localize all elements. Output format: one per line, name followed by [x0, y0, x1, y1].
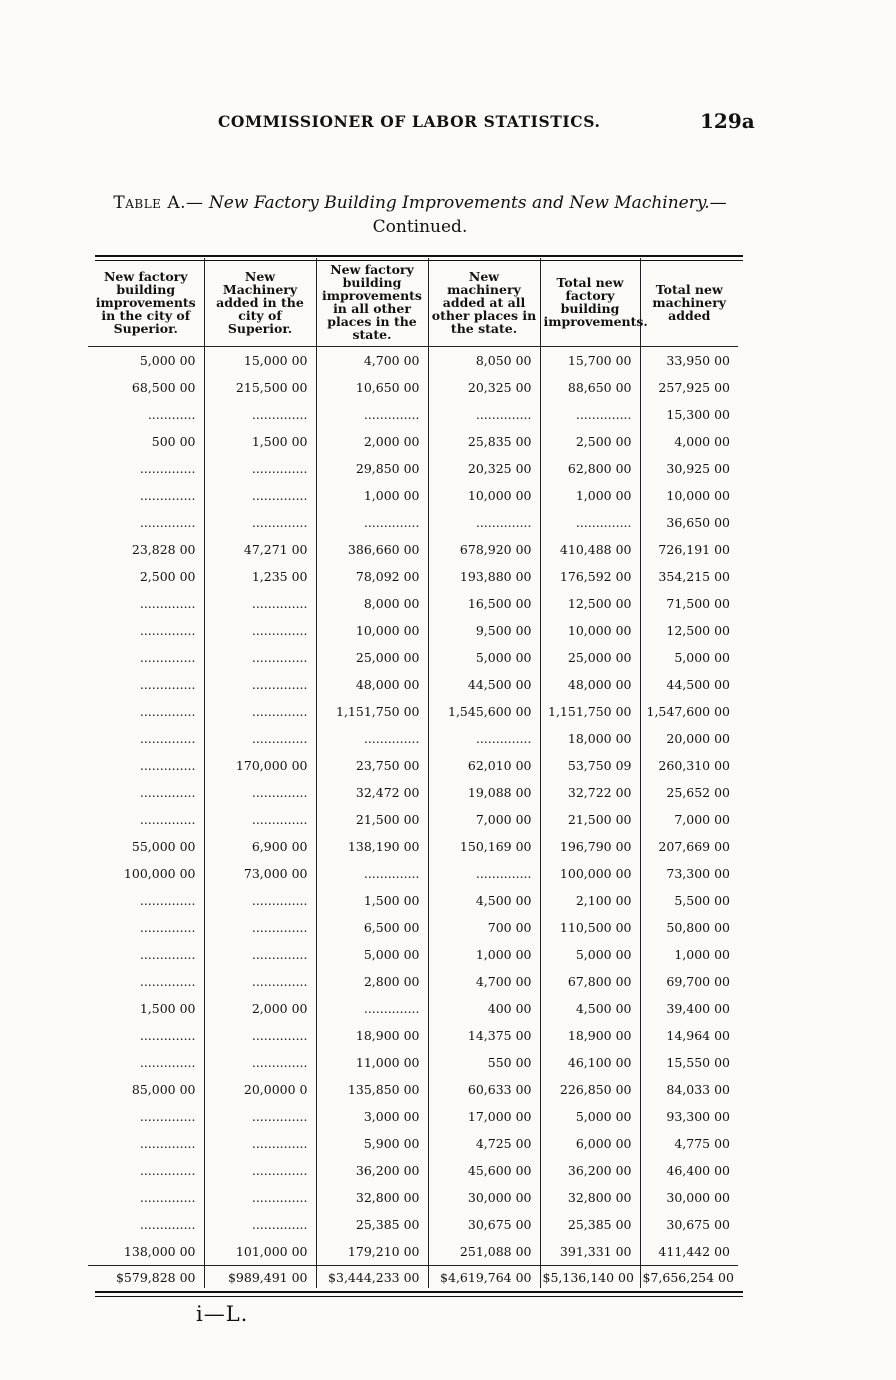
- table-cell: 226,850 00: [540, 1076, 640, 1103]
- signature-mark: i—L.: [196, 1302, 249, 1326]
- table-cell: 7,000 00: [640, 806, 738, 833]
- table-cell: 215,500 00: [204, 374, 316, 401]
- table-cell: 48,000 00: [540, 671, 640, 698]
- running-title: COMMISSIONER OF LABOR STATISTICS.: [218, 112, 601, 131]
- table-row: [88, 968, 738, 995]
- column-header: Total new factory building improvements.: [540, 258, 640, 347]
- table-cell: ..............: [139, 974, 196, 989]
- table-row: [88, 347, 738, 375]
- table-cell: ..............: [139, 488, 196, 503]
- table-cell: 15,550 00: [640, 1049, 738, 1076]
- table-cell: ..............: [204, 698, 316, 725]
- table-cell: 25,652 00: [640, 779, 738, 806]
- data-table: [88, 258, 738, 1288]
- table-cell: 4,500 00: [428, 887, 540, 914]
- table-row: [88, 1211, 738, 1238]
- table-cell: 69,700 00: [640, 968, 738, 995]
- table-cell: 12,500 00: [640, 617, 738, 644]
- table-cell: ..............: [204, 725, 316, 752]
- table-cell: 14,964 00: [640, 1022, 738, 1049]
- table-cell: ..............: [204, 1103, 316, 1130]
- table-cell: ..............: [428, 725, 540, 752]
- table-cell: ..............: [316, 509, 428, 536]
- table-cell: ..............: [204, 806, 316, 833]
- table-cell: 62,010 00: [428, 752, 540, 779]
- table-cell: 400 00: [428, 995, 540, 1022]
- table-row: [88, 1076, 738, 1103]
- table-cell: 32,472 00: [316, 779, 428, 806]
- table-row: [88, 752, 738, 779]
- table-cell: ..............: [204, 914, 316, 941]
- table-cell: ..............: [204, 617, 316, 644]
- table-row: [88, 644, 738, 671]
- table-caption: [90, 191, 750, 239]
- table-row: [88, 806, 738, 833]
- data-table-container: [88, 258, 738, 1288]
- table-cell: ..............: [204, 671, 316, 698]
- table-cell: 4,500 00: [540, 995, 640, 1022]
- table-cell: 46,100 00: [540, 1049, 640, 1076]
- table-row: [88, 698, 738, 725]
- table-cell: 85,000 00: [131, 1082, 196, 1097]
- table-cell: 16,500 00: [428, 590, 540, 617]
- table-row: [88, 428, 738, 455]
- table-cell: 550 00: [428, 1049, 540, 1076]
- table-row: [88, 887, 738, 914]
- table-cell: 10,000 00: [640, 482, 738, 509]
- table-cell: 17,000 00: [428, 1103, 540, 1130]
- table-cell: 11,000 00: [316, 1049, 428, 1076]
- table-cell: ..............: [204, 1022, 316, 1049]
- table-cell: ..............: [204, 455, 316, 482]
- table-row: [88, 401, 738, 428]
- column-header: New machinery added at all other places in the state.: [428, 258, 540, 347]
- table-cell: 386,660 00: [316, 536, 428, 563]
- table-cell: ..............: [428, 509, 540, 536]
- table-cell: ..............: [139, 650, 196, 665]
- table-cell: ..............: [139, 1055, 196, 1070]
- table-cell: ..............: [316, 860, 428, 887]
- table-cell: ..............: [139, 704, 196, 719]
- table-row: [88, 995, 738, 1022]
- table-cell: ..............: [204, 779, 316, 806]
- table-cell: 150,169 00: [428, 833, 540, 860]
- caption-line-1: [90, 191, 750, 215]
- table-cell: 73,300 00: [640, 860, 738, 887]
- table-cell: 196,790 00: [540, 833, 640, 860]
- table-cell: 5,000 00: [540, 1103, 640, 1130]
- table-cell: 71,500 00: [640, 590, 738, 617]
- table-row: [88, 1022, 738, 1049]
- bottom-rule-thin: [95, 1296, 743, 1297]
- table-row: [88, 455, 738, 482]
- table-row: [88, 860, 738, 887]
- table-cell: 4,775 00: [640, 1130, 738, 1157]
- table-cell: 5,900 00: [316, 1130, 428, 1157]
- column-header: Total new machinery added: [640, 258, 738, 347]
- table-cell: 36,200 00: [316, 1157, 428, 1184]
- table-cell: 1,000 00: [640, 941, 738, 968]
- table-cell: 53,750 09: [540, 752, 640, 779]
- table-cell: ..............: [139, 623, 196, 638]
- table-cell: 6,900 00: [204, 833, 316, 860]
- table-cell: 20,000 00: [640, 725, 738, 752]
- table-cell: 193,880 00: [428, 563, 540, 590]
- table-cell: 251,088 00: [428, 1238, 540, 1266]
- table-cell: 176,592 00: [540, 563, 640, 590]
- table-cell: 44,500 00: [640, 671, 738, 698]
- table-cell: 410,488 00: [540, 536, 640, 563]
- table-cell: ..............: [139, 785, 196, 800]
- table-cell: 5,000 00: [139, 353, 196, 368]
- table-cell: 1,000 00: [540, 482, 640, 509]
- table-cell: ..............: [139, 677, 196, 692]
- table-cell: 33,950 00: [640, 347, 738, 375]
- table-cell: ..............: [139, 758, 196, 773]
- table-cell: 5,000 00: [540, 941, 640, 968]
- table-cell: 700 00: [428, 914, 540, 941]
- table-cell: 20,325 00: [428, 374, 540, 401]
- table-cell: 23,750 00: [316, 752, 428, 779]
- table-cell: 1,547,600 00: [640, 698, 738, 725]
- table-cell: 1,500 00: [139, 1001, 196, 1016]
- table-cell: ..............: [204, 1049, 316, 1076]
- table-cell: 30,675 00: [640, 1211, 738, 1238]
- table-cell: ..............: [204, 1211, 316, 1238]
- table-cell: 411,442 00: [640, 1238, 738, 1266]
- table-cell: 170,000 00: [204, 752, 316, 779]
- table-row: [88, 1157, 738, 1184]
- column-header: New factory building improvements in all other places in the state.: [316, 258, 428, 347]
- table-cell: 25,000 00: [540, 644, 640, 671]
- table-row: [88, 1130, 738, 1157]
- total-cell: $4,619,764 00: [428, 1266, 540, 1289]
- table-cell: 2,000 00: [204, 995, 316, 1022]
- table-cell: ..............: [428, 860, 540, 887]
- table-cell: ..............: [139, 893, 196, 908]
- column-header: New Machinery added in the city of Superior.: [204, 258, 316, 347]
- table-cell: 88,650 00: [540, 374, 640, 401]
- table-body: [88, 347, 738, 1266]
- table-cell: ..............: [139, 1136, 196, 1151]
- table-cell: 9,500 00: [428, 617, 540, 644]
- table-cell: 10,000 00: [316, 617, 428, 644]
- bottom-rule-thick: [95, 1291, 743, 1293]
- table-cell: 138,190 00: [316, 833, 428, 860]
- table-cell: 207,669 00: [640, 833, 738, 860]
- table-cell: ..............: [139, 515, 196, 530]
- table-cell: ..............: [204, 644, 316, 671]
- table-cell: 7,000 00: [428, 806, 540, 833]
- table-cell: 25,385 00: [316, 1211, 428, 1238]
- table-cell: ..............: [316, 995, 428, 1022]
- table-cell: 15,300 00: [640, 401, 738, 428]
- table-cell: ..............: [139, 1190, 196, 1205]
- table-cell: 1,151,750 00: [316, 698, 428, 725]
- table-row: [88, 374, 738, 401]
- table-cell: ..............: [204, 401, 316, 428]
- table-cell: 14,375 00: [428, 1022, 540, 1049]
- top-rule-thick: [95, 255, 743, 257]
- table-row: [88, 1049, 738, 1076]
- table-cell: 1,151,750 00: [540, 698, 640, 725]
- table-cell: ..............: [139, 461, 196, 476]
- table-cell: 30,000 00: [640, 1184, 738, 1211]
- table-cell: ..............: [204, 1157, 316, 1184]
- table-cell: ..............: [316, 725, 428, 752]
- table-cell: 18,900 00: [540, 1022, 640, 1049]
- table-cell: ..............: [139, 812, 196, 827]
- table-cell: 5,000 00: [640, 644, 738, 671]
- table-cell: 2,500 00: [540, 428, 640, 455]
- table-cell: 3,000 00: [316, 1103, 428, 1130]
- table-cell: ..............: [316, 401, 428, 428]
- table-cell: 6,000 00: [540, 1130, 640, 1157]
- table-cell: 6,500 00: [316, 914, 428, 941]
- table-cell: 4,000 00: [640, 428, 738, 455]
- table-cell: 257,925 00: [640, 374, 738, 401]
- table-cell: 18,900 00: [316, 1022, 428, 1049]
- table-cell: ..............: [139, 947, 196, 962]
- table-cell: 8,050 00: [428, 347, 540, 375]
- table-row: [88, 725, 738, 752]
- table-cell: 48,000 00: [316, 671, 428, 698]
- table-cell: 1,000 00: [316, 482, 428, 509]
- table-row: [88, 482, 738, 509]
- table-cell: 73,000 00: [204, 860, 316, 887]
- column-header: New factory building improvements in the city of Superior.: [88, 258, 204, 347]
- table-cell: ..............: [204, 941, 316, 968]
- table-cell: 32,800 00: [316, 1184, 428, 1211]
- total-cell: $5,136,140 00: [540, 1266, 640, 1289]
- table-header-row: [88, 258, 738, 347]
- total-cell: $7,656,254 00: [640, 1266, 738, 1289]
- table-cell: 30,925 00: [640, 455, 738, 482]
- table-cell: 60,633 00: [428, 1076, 540, 1103]
- table-cell: ..............: [204, 887, 316, 914]
- table-cell: 67,800 00: [540, 968, 640, 995]
- table-cell: 15,000 00: [204, 347, 316, 375]
- table-cell: ..............: [204, 590, 316, 617]
- table-cell: 1,500 00: [204, 428, 316, 455]
- table-cell: ..............: [540, 401, 640, 428]
- table-cell: 50,800 00: [640, 914, 738, 941]
- table-cell: 36,650 00: [640, 509, 738, 536]
- table-cell: 47,271 00: [204, 536, 316, 563]
- table-cell: 5,500 00: [640, 887, 738, 914]
- table-row: [88, 833, 738, 860]
- table-cell: 15,700 00: [540, 347, 640, 375]
- table-cell: 101,000 00: [204, 1238, 316, 1266]
- table-cell: 678,920 00: [428, 536, 540, 563]
- table-cell: ..............: [139, 920, 196, 935]
- table-cell: 4,700 00: [316, 347, 428, 375]
- table-cell: 110,500 00: [540, 914, 640, 941]
- caption-continued: Continued.: [372, 217, 468, 237]
- table-cell: 30,675 00: [428, 1211, 540, 1238]
- table-cell: 5,000 00: [428, 644, 540, 671]
- table-cell: 354,215 00: [640, 563, 738, 590]
- table-cell: ..............: [139, 1028, 196, 1043]
- table-row: [88, 1103, 738, 1130]
- table-cell: 55,000 00: [131, 839, 196, 854]
- table-cell: 391,331 00: [540, 1238, 640, 1266]
- table-cell: 20,0000 0: [204, 1076, 316, 1103]
- table-cell: 4,725 00: [428, 1130, 540, 1157]
- running-head: [0, 109, 896, 140]
- table-row: [88, 671, 738, 698]
- table-cell: 46,400 00: [640, 1157, 738, 1184]
- table-row: [88, 941, 738, 968]
- total-cell: $579,828 00: [88, 1266, 204, 1289]
- table-cell: 19,088 00: [428, 779, 540, 806]
- table-cell: 30,000 00: [428, 1184, 540, 1211]
- table-cell: 25,835 00: [428, 428, 540, 455]
- table-cell: 1,235 00: [204, 563, 316, 590]
- table-cell: ..............: [204, 1130, 316, 1157]
- table-row: [88, 1184, 738, 1211]
- table-cell: 2,100 00: [540, 887, 640, 914]
- table-cell: 32,800 00: [540, 1184, 640, 1211]
- table-cell: ..............: [428, 401, 540, 428]
- table-cell: ..............: [139, 596, 196, 611]
- table-cell: 93,300 00: [640, 1103, 738, 1130]
- table-cell: 10,650 00: [316, 374, 428, 401]
- caption-title: New Factory Building Improvements and New Machinery.—: [208, 193, 727, 213]
- table-cell: 1,500 00: [316, 887, 428, 914]
- table-cell: ..............: [139, 1163, 196, 1178]
- table-cell: ..............: [139, 1217, 196, 1232]
- table-cell: 10,000 00: [540, 617, 640, 644]
- table-cell: 135,850 00: [316, 1076, 428, 1103]
- table-cell: 179,210 00: [316, 1238, 428, 1266]
- table-cell: 44,500 00: [428, 671, 540, 698]
- table-row: [88, 590, 738, 617]
- table-cell: ..............: [204, 509, 316, 536]
- table-cell: 500 00: [151, 434, 196, 449]
- table-cell: ..............: [204, 1184, 316, 1211]
- table-cell: 1,000 00: [428, 941, 540, 968]
- table-cell: 100,000 00: [123, 866, 196, 881]
- table-cell: 20,325 00: [428, 455, 540, 482]
- table-cell: 78,092 00: [316, 563, 428, 590]
- table-row: [88, 563, 738, 590]
- table-cell: 100,000 00: [540, 860, 640, 887]
- table-row: [88, 536, 738, 563]
- table-cell: ..............: [139, 1109, 196, 1124]
- table-cell: ..............: [540, 509, 640, 536]
- table-cell: 5,000 00: [316, 941, 428, 968]
- table-cell: 62,800 00: [540, 455, 640, 482]
- totals-row: [88, 1266, 738, 1289]
- table-cell: 25,385 00: [540, 1211, 640, 1238]
- table-cell: 36,200 00: [540, 1157, 640, 1184]
- table-cell: ..............: [204, 482, 316, 509]
- table-cell: 8,000 00: [316, 590, 428, 617]
- table-cell: 18,000 00: [540, 725, 640, 752]
- table-cell: 21,500 00: [316, 806, 428, 833]
- table-cell: 2,000 00: [316, 428, 428, 455]
- table-cell: 2,500 00: [139, 569, 196, 584]
- table-cell: 32,722 00: [540, 779, 640, 806]
- total-cell: $989,491 00: [204, 1266, 316, 1289]
- table-cell: 84,033 00: [640, 1076, 738, 1103]
- table-cell: ..............: [204, 968, 316, 995]
- table-cell: 25,000 00: [316, 644, 428, 671]
- table-cell: 29,850 00: [316, 455, 428, 482]
- table-cell: 12,500 00: [540, 590, 640, 617]
- table-cell: ..............: [139, 731, 196, 746]
- table-cell: 4,700 00: [428, 968, 540, 995]
- table-cell: 23,828 00: [131, 542, 196, 557]
- table-cell: 726,191 00: [640, 536, 738, 563]
- table-row: [88, 617, 738, 644]
- table-cell: 260,310 00: [640, 752, 738, 779]
- table-row: [88, 914, 738, 941]
- table-cell: 45,600 00: [428, 1157, 540, 1184]
- table-cell: 39,400 00: [640, 995, 738, 1022]
- table-cell: ............: [147, 407, 196, 422]
- table-row: [88, 509, 738, 536]
- table-row: [88, 1238, 738, 1266]
- table-row: [88, 779, 738, 806]
- table-cell: 2,800 00: [316, 968, 428, 995]
- table-cell: 138,000 00: [123, 1244, 196, 1259]
- table-cell: 1,545,600 00: [428, 698, 540, 725]
- caption-label: Table A.—: [113, 193, 204, 213]
- page-number: 129a: [700, 109, 755, 133]
- table-cell: 10,000 00: [428, 482, 540, 509]
- total-cell: $3,444,233 00: [316, 1266, 428, 1289]
- table-cell: 21,500 00: [540, 806, 640, 833]
- table-cell: 68,500 00: [131, 380, 196, 395]
